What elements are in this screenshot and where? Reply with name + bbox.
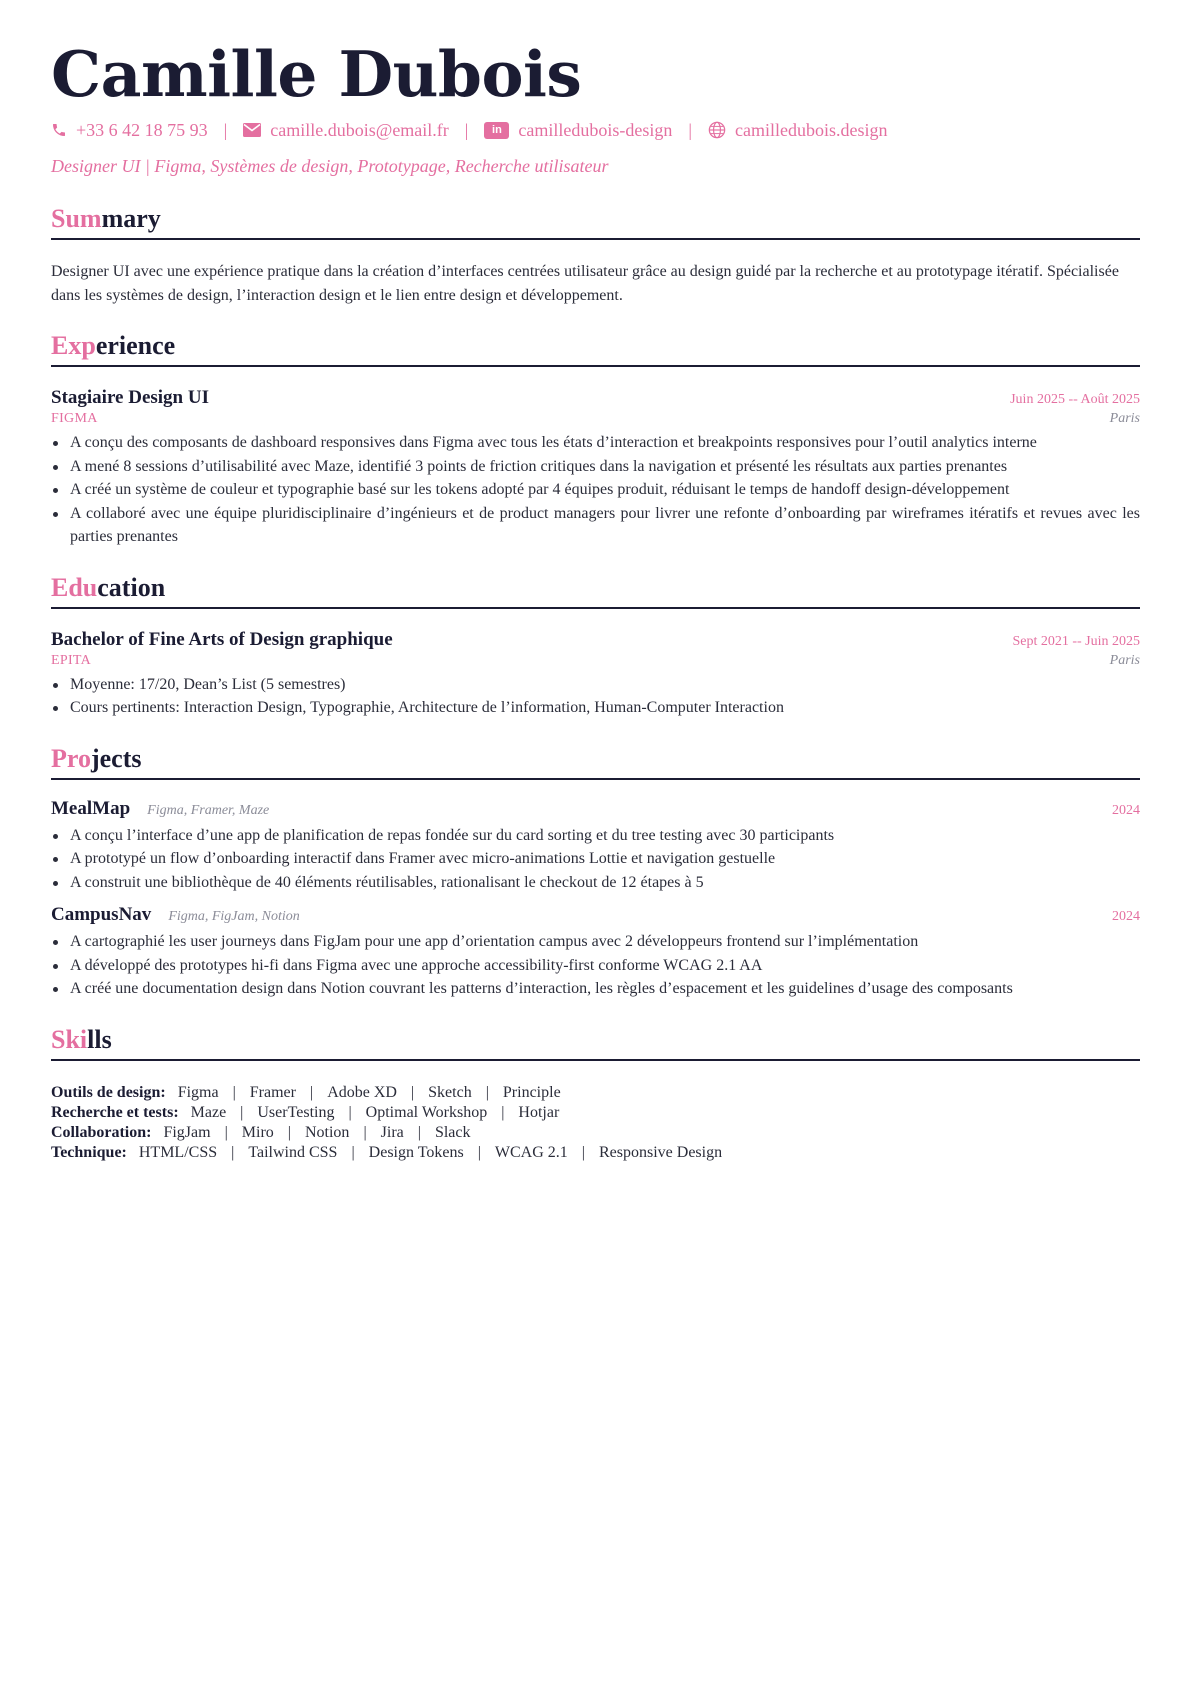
job-title: Stagiaire Design UI: [51, 387, 209, 408]
summary-text: Designer UI avec une expérience pratique dans la création d’interfaces centrées utilisateur grâce au design guidé par la recherche et au prototypage itératif. Spécialisée dans les systèmes de design, l’interaction design et le lien entre design et développement.: [51, 263, 1119, 304]
project-bullets: [51, 824, 1140, 895]
list-item: A conçu des composants de dashboard responsives dans Figma avec tous les états d’interaction et breakpoints responsives pour l’outil analytics interne: [51, 431, 1140, 455]
email-address: camille.dubois@email.fr: [270, 119, 449, 140]
skill-values: [139, 1143, 722, 1163]
list-item: A mené 8 sessions d’utilisabilité avec Maze, identifié 3 points de friction critiques dans la navigation et présenté les résultats aux parties prenantes: [51, 455, 1140, 479]
experience-bullets: [51, 431, 1140, 549]
skill-item: UserTesting: [257, 1103, 335, 1121]
phone-contact[interactable]: [51, 120, 208, 141]
skill-separator: |: [410, 1083, 415, 1101]
school-location: Paris: [1109, 652, 1140, 668]
skill-separator: |: [581, 1143, 585, 1161]
skill-item: Sketch: [428, 1083, 472, 1101]
skill-separator: |: [309, 1083, 314, 1101]
list-item: Moyenne: 17/20, Dean’s List (5 semestres): [51, 673, 1140, 697]
section-title-education: [51, 573, 1140, 609]
skill-item: Miro: [241, 1123, 274, 1141]
contact-row: [51, 118, 1140, 142]
globe-icon: [708, 121, 726, 139]
project-name: CampusNav: [51, 904, 152, 925]
list-item: A collaboré avec une équipe pluridisciplinaire d’ingénieurs et de product managers pour livrer une refonte d’onboarding par wireframes itératifs et revues avec les parties prenantes: [51, 502, 1140, 549]
list-item: Cours pertinents: Interaction Design, Typographie, Architecture de l’information, Human-Computer Interaction: [51, 696, 1140, 720]
experience-entry: [51, 387, 1140, 549]
candidate-name: [51, 38, 1140, 110]
title-accent: Pro: [51, 743, 91, 773]
section-title-projects: [51, 744, 1140, 780]
list-item: A créé un système de couleur et typographie basé sur les tokens adopté par 4 équipes produit, réduisant le temps de handoff design-développement: [51, 478, 1140, 502]
education-entry: [51, 629, 1140, 720]
title-rest: erience: [95, 331, 176, 360]
linkedin-contact[interactable]: [484, 120, 672, 141]
last-name: Dubois: [338, 37, 582, 111]
contact-separator: |: [688, 119, 692, 140]
title-accent: Exp: [51, 331, 96, 360]
list-item: A construit une bibliothèque de 40 éléments réutilisables, rationalisant le checkout de 12 étapes à 5: [51, 871, 1140, 895]
section-title-skills: [51, 1025, 1140, 1061]
skill-item: Jira: [380, 1123, 404, 1141]
title-rest: cation: [97, 572, 166, 602]
tagline: Designer UI | Figma, Systèmes de design, Prototypage, Recherche utilisateur: [51, 156, 609, 176]
skill-item: FigJam: [163, 1123, 211, 1141]
degree-title: Bachelor of Fine Arts of Design graphique: [51, 628, 393, 650]
website-url: camilledubois.design: [734, 119, 888, 140]
envelope-icon: [243, 123, 261, 137]
project-entry: [51, 798, 1140, 895]
section-title-experience: [51, 331, 1140, 367]
skill-separator: |: [417, 1123, 421, 1141]
first-name: Camille: [51, 37, 318, 111]
linkedin-badge: in: [484, 122, 509, 139]
skill-item: Adobe XD: [327, 1083, 397, 1101]
skill-values: [191, 1103, 560, 1123]
list-item: A développé des prototypes hi-fi dans Figma avec une approche accessibility-first conforme WCAG 2.1 AA: [51, 954, 1140, 978]
list-item: A conçu l’interface d’une app de planification de repas fondée sur du card sorting et du tree testing avec 30 participants: [51, 824, 1140, 848]
skill-row: [51, 1123, 1140, 1143]
contact-separator: |: [464, 119, 469, 140]
skill-item: Optimal Workshop: [365, 1103, 488, 1121]
skill-item: WCAG 2.1: [494, 1143, 568, 1161]
skill-item: Hotjar: [518, 1103, 560, 1121]
title-rest: lls: [87, 1024, 112, 1054]
school-name: EPITA: [51, 652, 92, 668]
skill-label: Recherche et tests:: [51, 1103, 179, 1121]
list-item: A prototypé un flow d’onboarding interactif dans Framer avec micro-animations Lottie et navigation gestuelle: [51, 847, 1140, 871]
linkedin-icon: [484, 122, 509, 139]
project-tech: Figma, FigJam, Notion: [168, 909, 300, 924]
skill-row: [51, 1103, 1140, 1123]
skill-item: Responsive Design: [598, 1143, 723, 1161]
skill-separator: |: [348, 1103, 352, 1121]
email-contact[interactable]: [243, 120, 449, 141]
skill-label: Technique:: [51, 1143, 127, 1161]
skill-item: Maze: [190, 1103, 227, 1121]
skill-item: Principle: [502, 1083, 561, 1101]
skill-item: Design Tokens: [368, 1143, 464, 1161]
skill-item: Framer: [249, 1083, 296, 1101]
title-accent: Edu: [51, 572, 98, 602]
skill-row: [51, 1083, 1140, 1103]
phone-number: +33 6 42 18 75 93: [76, 119, 208, 140]
education-bullets: [51, 673, 1140, 720]
skill-separator: |: [351, 1143, 355, 1161]
project-year: 2024: [1112, 802, 1140, 818]
skill-separator: |: [477, 1143, 481, 1161]
skill-separator: |: [231, 1143, 235, 1161]
project-bullets: [51, 930, 1140, 1001]
skill-separator: |: [363, 1123, 367, 1141]
title-accent: Ski: [51, 1024, 88, 1054]
education-dates: Sept 2021 -- Juin 2025: [1012, 633, 1140, 649]
skill-separator: |: [501, 1103, 505, 1121]
skill-separator: |: [240, 1103, 244, 1121]
list-item: A créé une documentation design dans Notion couvrant les patterns d’interaction, les règles d’espacement et les guidelines d’usage des composants: [51, 977, 1140, 1001]
project-tech: Figma, Framer, Maze: [147, 802, 270, 818]
skill-label: Collaboration:: [51, 1123, 152, 1141]
skill-row: [51, 1143, 1140, 1163]
skill-values: [163, 1123, 470, 1143]
skill-item: HTML/CSS: [138, 1143, 218, 1161]
skill-label: Outils de design:: [51, 1083, 166, 1101]
website-contact[interactable]: [708, 120, 887, 141]
skill-separator: |: [232, 1083, 236, 1101]
company-name: FIGMA: [51, 411, 98, 426]
job-dates: Juin 2025 -- Août 2025: [1010, 392, 1140, 407]
skill-separator: |: [287, 1123, 291, 1141]
skill-item: Slack: [434, 1123, 471, 1141]
skills-list: [51, 1083, 1140, 1163]
contact-separator: |: [223, 119, 228, 140]
skill-item: Notion: [304, 1123, 350, 1141]
skill-item: Tailwind CSS: [248, 1143, 338, 1161]
project-entry: [51, 904, 1140, 1001]
title-accent: Sum: [51, 204, 102, 233]
title-rest: jects: [90, 743, 142, 773]
phone-icon: [51, 122, 67, 138]
skill-item: Figma: [177, 1083, 219, 1101]
job-location: Paris: [1109, 411, 1140, 426]
skill-values: [178, 1083, 561, 1103]
skill-separator: |: [224, 1123, 228, 1141]
project-name: MealMap: [51, 797, 131, 819]
skill-separator: |: [485, 1083, 489, 1101]
linkedin-handle: camilledubois-design: [518, 119, 673, 140]
project-year: 2024: [1112, 909, 1140, 924]
list-item: A cartographié les user journeys dans FigJam pour une app d’orientation campus avec 2 développeurs frontend sur l’implémentation: [51, 930, 1140, 954]
section-title-summary: [51, 204, 1140, 240]
title-rest: mary: [101, 204, 161, 233]
